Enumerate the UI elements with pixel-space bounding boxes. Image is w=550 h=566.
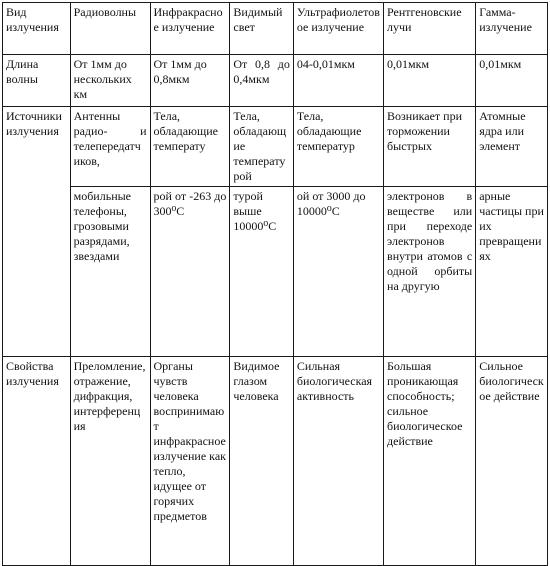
properties-gamma: Сильное биологическое действие <box>476 357 548 566</box>
properties-infrared: Органы чувств человека воспринимают инфракрасное излучение как тепло, идущее от горячих предметов <box>150 357 230 566</box>
wavelength-ultraviolet: 04-0,01мкм <box>293 55 383 107</box>
header-cell-type: Вид излучения <box>3 3 71 55</box>
sources-gamma-part2: арные частицы при их превращениях <box>476 187 548 357</box>
properties-visible: Видимое глазом человека <box>230 357 294 566</box>
sources-row-part1 <box>3 107 548 187</box>
header-cell-infrared: Инфракрасное излучение <box>150 3 230 55</box>
sources-infrared-part1: Тела, обладающие температу <box>150 107 230 187</box>
sources-xray-part2: электронов в веществе или при переходе электронов внутри атомов с одной орбиты на другую <box>384 187 476 357</box>
header-cell-ultraviolet: Ультрафиолетовое излучение <box>293 3 383 55</box>
row-label-wavelength: Длина волны <box>3 55 71 107</box>
sources-ultraviolet-part1: Тела, обладающие температур <box>293 107 383 187</box>
sources-radio-part2: мобильные телефоны, грозовыми разрядами, звездами <box>70 187 150 357</box>
sources-radio-part1: Антенны радио- и телепередатчиков, <box>70 107 150 187</box>
sources-visible-part2: турой выше 10000⁰С <box>230 187 294 357</box>
properties-xray: Большая проникающая способность; сильное биологическое действие <box>384 357 476 566</box>
row-label-properties: Свойства излучения <box>3 357 71 566</box>
radiation-types-table <box>2 2 548 566</box>
wavelength-infrared: От 1мм до 0,8мкм <box>150 55 230 107</box>
sources-gamma-part1: Атомные ядра или элемент <box>476 107 548 187</box>
properties-radio: Преломление, отражение, дифракция, интерференция <box>70 357 150 566</box>
sources-row-part2 <box>3 187 548 357</box>
wavelength-gamma: 0,01мкм <box>476 55 548 107</box>
header-cell-radio: Радиоволны <box>70 3 150 55</box>
header-cell-xray: Рентгеновские лучи <box>384 3 476 55</box>
properties-row <box>3 357 548 566</box>
header-cell-visible: Видимый свет <box>230 3 294 55</box>
wavelength-xray: 0,01мкм <box>384 55 476 107</box>
sources-ultraviolet-part2: ой от 3000 до 10000⁰С <box>293 187 383 357</box>
header-cell-gamma: Гамма-излучение <box>476 3 548 55</box>
wavelength-row <box>3 55 548 107</box>
wavelength-visible: От 0,8 до 0,4мкм <box>230 55 294 107</box>
row-label-sources: Источники излучения <box>3 107 71 357</box>
sources-visible-part1: Тела, обладающие температурой <box>230 107 294 187</box>
wavelength-radio: От 1мм до нескольких км <box>70 55 150 107</box>
properties-ultraviolet: Сильная биологическая активность <box>293 357 383 566</box>
header-row <box>3 3 548 55</box>
sources-xray-part1: Возникает при торможении быстрых <box>384 107 476 187</box>
sources-infrared-part2: рой от -263 до 300⁰С <box>150 187 230 357</box>
